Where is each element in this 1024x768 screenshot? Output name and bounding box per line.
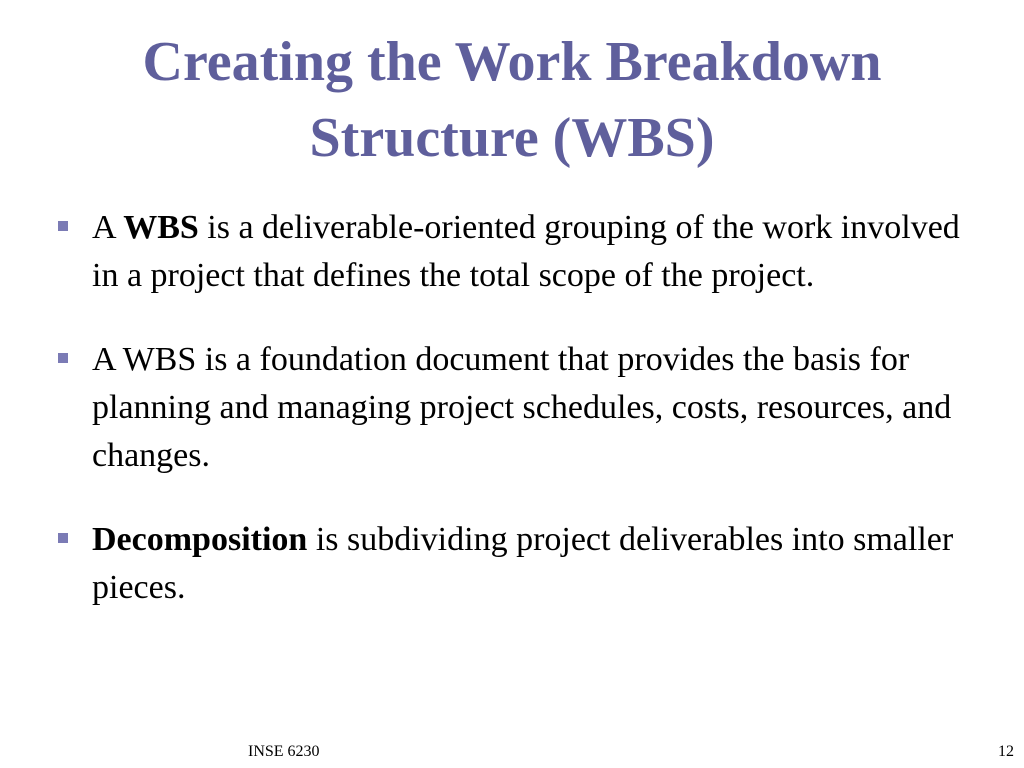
slide-title-line-2: Structure (WBS): [309, 107, 715, 169]
bullet-text: A WBS is a foundation document that provides the basis for planning and managing project schedules, costs, resources, and changes.: [92, 341, 952, 474]
square-bullet-icon: [58, 533, 68, 543]
bullet-item-wbs-definition: [56, 204, 986, 300]
footer-page-number: 12: [998, 743, 1014, 760]
footer-course-code: INSE 6230: [248, 743, 320, 760]
bullet-term-wbs: WBS: [123, 209, 199, 246]
slide-title-line-1: Creating the Work Breakdown: [142, 31, 882, 93]
bullet-list: [56, 204, 986, 648]
square-bullet-icon: [58, 353, 68, 363]
bullet-term-decomposition: Decomposition: [92, 521, 308, 558]
bullet-item-wbs-foundation: [56, 336, 986, 480]
slide-title: [40, 24, 984, 176]
bullet-item-decomposition: [56, 516, 986, 612]
bullet-text-rest: is subdividing project deliverables into smaller pieces.: [92, 521, 954, 606]
square-bullet-icon: [58, 221, 68, 231]
bullet-text-rest: is a deliverable-oriented grouping of the work involved in a project that defines the total scope of the project.: [92, 209, 960, 294]
bullet-text-prefix: A: [92, 209, 124, 246]
